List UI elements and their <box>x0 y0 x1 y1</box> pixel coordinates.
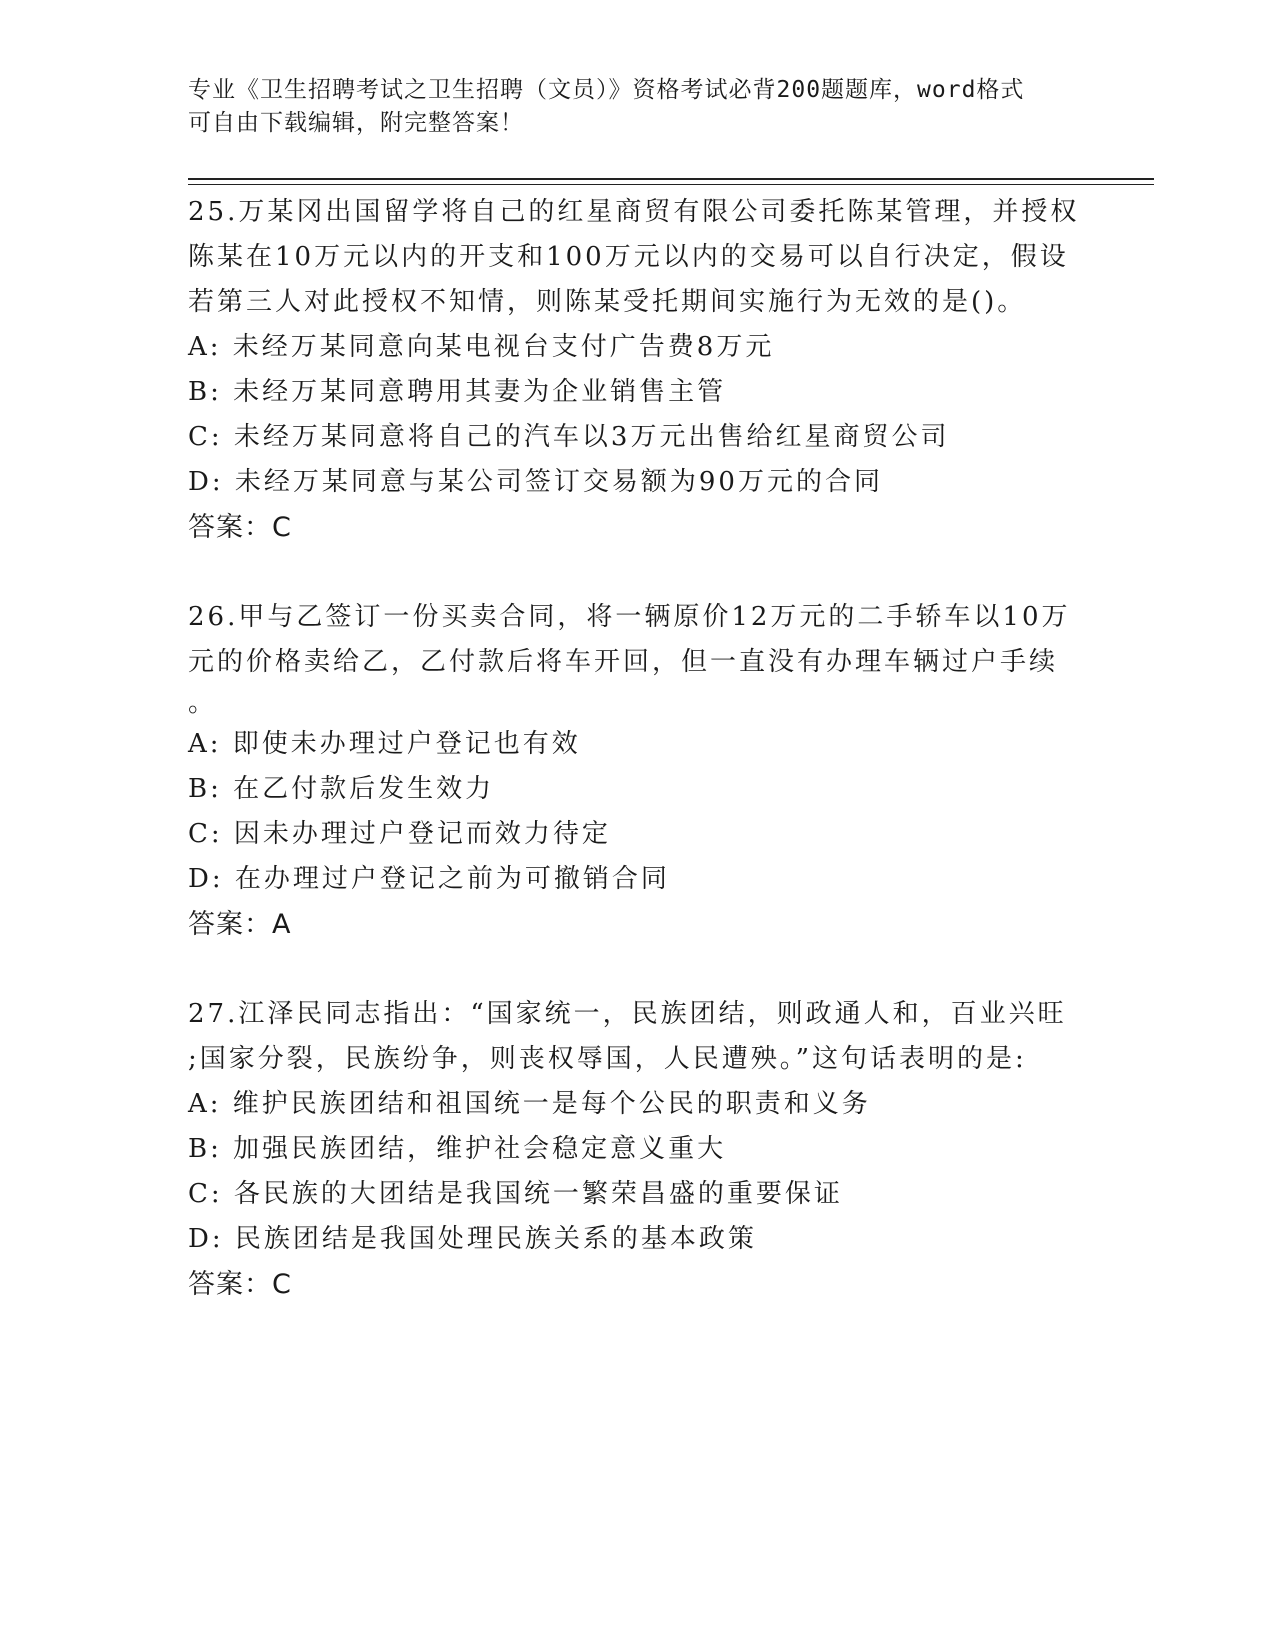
question-25 <box>188 190 1088 550</box>
document-header <box>188 74 1088 140</box>
option-d: D: 未经万某同意与某公司签订交易额为90万元的合同 <box>188 467 883 497</box>
question-stem-line: ;国家分裂，民族纷争，则丧权辱国，人民遭殃。”这句话表明的是: <box>188 1044 1027 1074</box>
question-stem-line: 若第三人对此授权不知情，则陈某受托期间实施行为无效的是()。 <box>188 287 1027 317</box>
question-stem-line: 陈某在10万元以内的开支和100万元以内的交易可以自行决定，假设 <box>188 242 1069 272</box>
question-stem-line: 。 <box>188 688 218 718</box>
option-b: B: 未经万某同意聘用其妻为企业销售主管 <box>188 377 727 407</box>
question-stem-line: 元的价格卖给乙，乙付款后将车开回，但一直没有办理车辆过户手续 <box>188 647 1059 677</box>
question-spacer <box>188 947 1088 992</box>
question-stem-line: 27.江泽民同志指出：“国家统一，民族团结，则政通人和，百业兴旺 <box>188 999 1067 1029</box>
answer: 答案：A <box>188 909 292 940</box>
option-a: A: 未经万某同意向某电视台支付广告费8万元 <box>188 332 775 362</box>
question-stem-line: 25.万某冈出国留学将自己的红星商贸有限公司委托陈某管理，并授权 <box>188 197 1080 227</box>
option-c: C: 因未办理过户登记而效力待定 <box>188 819 611 849</box>
option-a: A: 即使未办理过户登记也有效 <box>188 729 581 759</box>
question-27 <box>188 992 1088 1307</box>
answer: 答案：C <box>188 1269 292 1300</box>
header-divider-thin <box>188 184 1154 185</box>
option-d: D: 民族团结是我国处理民族关系的基本政策 <box>188 1224 757 1254</box>
header-line-1: 专业《卫生招聘考试之卫生招聘（文员）》资格考试必背200题题库，word格式 <box>188 77 1025 103</box>
option-d: D: 在办理过户登记之前为可撤销合同 <box>188 864 670 894</box>
header-line-2: 可自由下载编辑，附完整答案！ <box>188 110 524 136</box>
header-divider-thick <box>188 178 1154 180</box>
option-c: C: 各民族的大团结是我国统一繁荣昌盛的重要保证 <box>188 1179 843 1209</box>
question-26 <box>188 595 1088 947</box>
option-b: B: 在乙付款后发生效力 <box>188 774 495 804</box>
question-stem-line: 26.甲与乙签订一份买卖合同，将一辆原价12万元的二手轿车以10万 <box>188 602 1071 632</box>
option-b: B: 加强民族团结，维护社会稳定意义重大 <box>188 1134 727 1164</box>
answer: 答案：C <box>188 512 292 543</box>
question-spacer <box>188 550 1088 595</box>
option-a: A: 维护民族团结和祖国统一是每个公民的职责和义务 <box>188 1089 871 1119</box>
question-list <box>188 190 1088 1307</box>
option-c: C: 未经万某同意将自己的汽车以3万元出售给红星商贸公司 <box>188 422 950 452</box>
